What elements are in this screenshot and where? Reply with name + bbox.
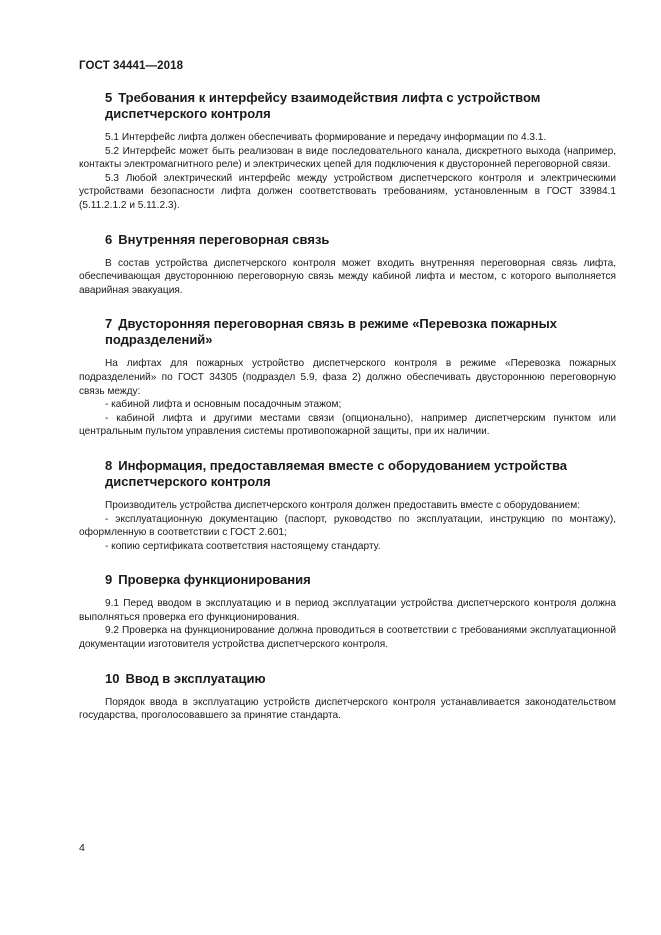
- paragraph: 5.1 Интерфейс лифта должен обеспечивать формирование и передачу информации по 4.3.1.: [105, 132, 547, 143]
- section-9: [79, 572, 616, 651]
- list-item: - кабиной лифта и основным посадочным этажом;: [105, 399, 342, 411]
- document-code: ГОСТ 34441—2018: [79, 60, 184, 72]
- list-item: - кабиной лифта и другими местами связи (опционально), например диспетчерским пунктом или центральным пультом управления системы противопожарной защиты, при их наличии.: [79, 412, 616, 438]
- section-title: Проверка функционирования: [118, 572, 311, 588]
- section-number: 9: [105, 572, 113, 588]
- paragraph: 9.1 Перед вводом в эксплуатацию и в период эксплуатации устройства диспетчерского контроля должна выполняться проверка его функционирования.: [79, 598, 616, 623]
- section-heading: [105, 90, 616, 122]
- section-heading: [105, 316, 616, 348]
- section-10: [79, 671, 616, 723]
- section-8: [79, 458, 616, 553]
- section-heading: [105, 232, 616, 248]
- paragraph: 5.3 Любой электрический интерфейс между устройством диспетчерского контроля и электрическими устройствами безопасности лифта должен соответствовать требованиям, установленным в ГОСТ 33984.1 (5.11.2.1.2 и 5.11.2.3).: [79, 172, 616, 211]
- section-heading: [105, 458, 616, 490]
- paragraph: На лифтах для пожарных устройство диспетчерского контроля в режиме «Перевозка пожарных подразделений» по ГОСТ 34305 (подраздел 5.9, фаза 2) должно обеспечивать двустороннюю переговорную связь между:: [79, 358, 616, 397]
- section-number: 6: [105, 231, 113, 247]
- section-title: Информация, предоставляемая вместе с оборудованием устройства диспетчерского контроля: [105, 457, 568, 489]
- page-content: [79, 90, 616, 742]
- section-5: [79, 90, 616, 213]
- paragraph: Производитель устройства диспетчерского контроля должен предоставить вместе с оборудованием:: [105, 499, 580, 511]
- paragraph: В состав устройства диспетчерского контроля может входить внутренняя переговорная связь лифта, обеспечивающая двустороннюю переговорную связь между кабиной лифта и местом, с которого выполняется аварийная эвакуация.: [79, 257, 616, 296]
- section-number: 5: [105, 90, 113, 105]
- list-item: - эксплуатационную документацию (паспорт, руководство по эксплуатации, инструкцию по монтажу), оформленную в соответствии с ГОСТ 2.601;: [79, 513, 616, 539]
- section-number: 7: [105, 316, 113, 332]
- list-item: - копию сертификата соответствия настоящему стандарту.: [105, 540, 381, 552]
- section-number: 8: [105, 457, 113, 473]
- section-number: 10: [105, 670, 120, 686]
- section-heading: [105, 572, 616, 588]
- section-title: Ввод в эксплуатацию: [125, 670, 266, 686]
- section-6: [79, 232, 616, 298]
- page-number: 4: [79, 842, 85, 854]
- section-heading: [105, 671, 616, 687]
- section-title: Двусторонняя переговорная связь в режиме «Перевозка пожарных подразделений»: [105, 316, 557, 348]
- paragraph: 9.2 Проверка на функционирование должна проводиться в соответствии с требованиями эксплуатационной документации изготовителя устройства диспетчерского контроля.: [79, 625, 616, 651]
- paragraph: Порядок ввода в эксплуатацию устройств диспетчерского контроля устанавливается законодательством государства, проголосовавшего за принятие стандарта.: [79, 696, 616, 722]
- section-title: Требования к интерфейсу взаимодействия лифта с устройством диспетчерского контроля: [105, 90, 541, 121]
- paragraph: 5.2 Интерфейс может быть реализован в виде последовательного канала, дискретного выхода (например, контакты электромагнитного реле) и электрических цепей для подключения к двусторонней переговорной связи.: [79, 145, 616, 171]
- section-title: Внутренняя переговорная связь: [118, 231, 330, 247]
- section-7: [79, 316, 616, 439]
